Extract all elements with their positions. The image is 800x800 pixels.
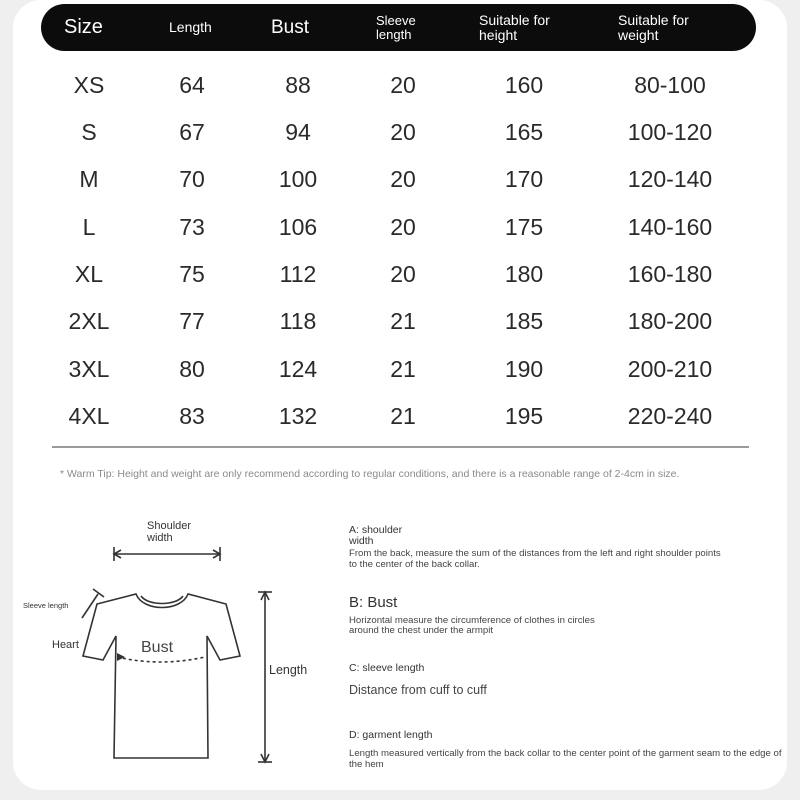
description-d-title: D: garment length	[349, 729, 433, 741]
cell-height: 175	[504, 214, 544, 240]
cell-sleeve: 20	[390, 119, 416, 145]
cell-height: 165	[504, 119, 544, 145]
cell-height: 190	[504, 356, 544, 382]
cell-length: 64	[179, 72, 205, 98]
table-row	[0, 396, 800, 436]
cell-bust: 88	[285, 72, 311, 98]
description-a-title-line2: width	[349, 535, 374, 548]
cell-bust: 112	[279, 261, 317, 287]
cell-size: 4XL	[68, 403, 110, 429]
header-weight-line2: weight	[618, 26, 659, 43]
bust-measure-line	[117, 657, 205, 662]
cell-height: 160	[504, 72, 544, 98]
cell-bust: 124	[278, 356, 318, 382]
description-a-title	[349, 525, 729, 547]
cell-length: 80	[179, 356, 205, 382]
cell-height: 195	[504, 403, 544, 429]
description-a-body: From the back, measure the sum of the distances from the left and right shoulder points to the center of the back collar.	[349, 548, 721, 570]
header-height-line2: height	[479, 26, 518, 43]
header-height	[479, 4, 589, 51]
cell-length: 77	[179, 308, 205, 334]
cell-bust: 94	[285, 119, 311, 145]
header-length: Length	[169, 19, 212, 36]
cell-height: 180	[504, 261, 544, 287]
description-c-body: Distance from cuff to cuff	[349, 683, 487, 698]
cell-size: XL	[74, 261, 104, 287]
cell-bust: 132	[278, 403, 318, 429]
table-row	[0, 254, 800, 294]
cell-weight: 120-140	[627, 166, 713, 192]
cell-bust: 100	[278, 166, 318, 192]
table-header	[41, 4, 756, 51]
cell-bust: 106	[278, 214, 318, 240]
cell-size: XS	[73, 72, 105, 98]
cell-weight: 160-180	[627, 261, 713, 287]
cell-weight: 100-120	[627, 119, 713, 145]
cell-sleeve: 20	[390, 261, 416, 287]
cell-height: 185	[504, 308, 544, 334]
warm-tip: * Warm Tip: Height and weight are only recommend according to regular conditions, and there is a reasonable range of 2-4cm in size.	[60, 468, 680, 480]
shoulder-label-line2: width	[147, 531, 173, 544]
cell-sleeve: 21	[390, 356, 416, 382]
tshirt-diagram	[0, 500, 330, 790]
description-d-body: Length measured vertically from the back collar to the center point of the garment seam to the edge of the hem	[349, 748, 782, 770]
shoulder-width-label	[147, 521, 191, 544]
cell-length: 75	[179, 261, 205, 287]
description-b-body: Horizontal measure the circumference of clothes in circles around the chest under the armpit	[349, 614, 595, 637]
cell-sleeve: 21	[390, 308, 416, 334]
cell-weight: 140-160	[627, 214, 713, 240]
cell-bust: 118	[279, 308, 317, 334]
table-row	[0, 159, 800, 199]
cell-weight: 220-240	[627, 403, 713, 429]
table-row	[0, 207, 800, 247]
cell-length: 83	[179, 403, 205, 429]
bust-label: Bust	[141, 639, 174, 656]
description-b	[349, 595, 604, 637]
cell-sleeve: 21	[390, 403, 416, 429]
shoulder-label-line1: Shoulder	[147, 520, 192, 532]
header-sleeve-length	[376, 4, 436, 51]
cell-size: 2XL	[68, 308, 110, 334]
cell-length: 70	[179, 166, 205, 192]
header-sleeve-line2: length	[376, 26, 412, 42]
description-c-title: C: sleeve length	[349, 662, 425, 674]
cell-height: 170	[504, 166, 544, 192]
table-row	[0, 301, 800, 341]
table-row	[0, 112, 800, 152]
cell-size: M	[79, 166, 99, 192]
heart-label: Heart	[52, 639, 79, 651]
table-divider	[52, 446, 749, 448]
cell-sleeve: 20	[390, 214, 416, 240]
description-d	[349, 730, 789, 770]
length-label: Length	[269, 663, 308, 677]
cell-size: 3XL	[68, 356, 110, 382]
description-b-title: B: Bust	[349, 594, 398, 611]
cell-weight: 80-100	[634, 72, 706, 98]
cell-length: 73	[179, 214, 205, 240]
cell-sleeve: 20	[390, 72, 416, 98]
cell-size: S	[81, 119, 97, 145]
header-weight	[618, 4, 728, 51]
cell-weight: 180-200	[627, 308, 713, 334]
header-bust: Bust	[271, 16, 310, 38]
sleeve-length-indicator	[82, 594, 98, 618]
table-row	[0, 349, 800, 389]
cell-length: 67	[179, 119, 205, 145]
cell-sleeve: 20	[390, 166, 416, 192]
description-c	[349, 663, 779, 698]
table-row	[0, 65, 800, 105]
header-sleeve-line1: Sleeve	[376, 12, 416, 28]
header-weight-line1: Suitable for	[618, 11, 689, 28]
header-height-line1: Suitable for	[479, 11, 550, 28]
cell-weight: 200-210	[627, 356, 713, 382]
cell-size: L	[82, 214, 96, 240]
description-a-title-line1: A: shoulder	[349, 524, 403, 536]
tshirt-outline-icon	[83, 594, 240, 758]
description-a	[349, 525, 729, 570]
sleeve-length-label: Sleeve length	[23, 601, 69, 610]
header-size: Size	[64, 16, 103, 38]
